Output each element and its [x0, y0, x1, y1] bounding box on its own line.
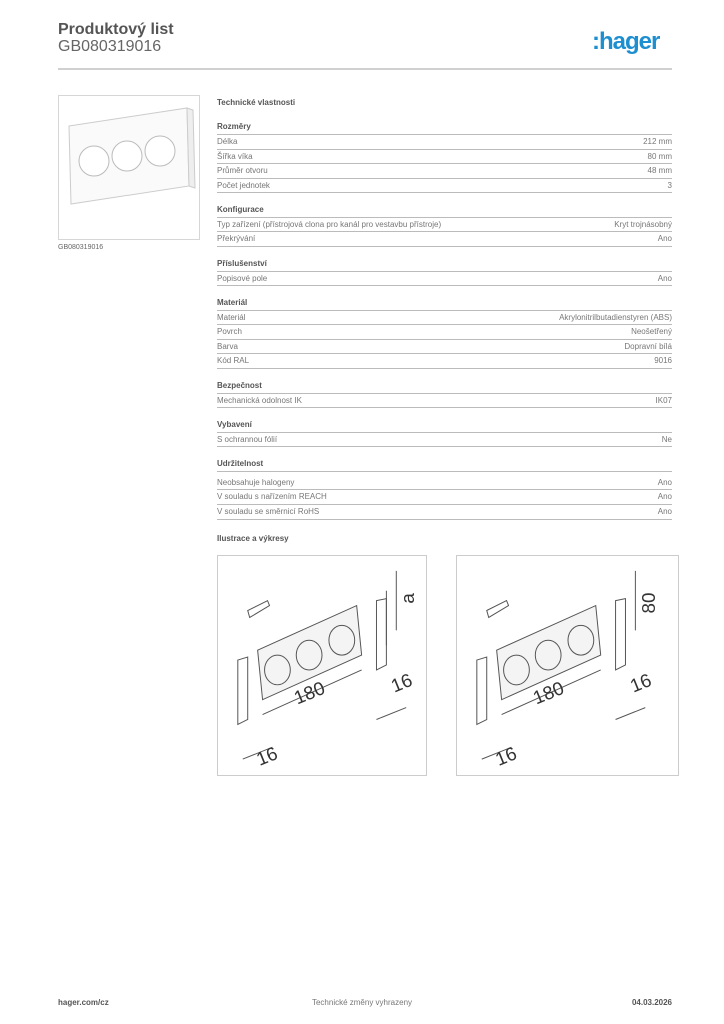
- spec-row: [217, 505, 672, 520]
- spec-row: [217, 164, 672, 179]
- spec-label: Překrývání: [217, 234, 256, 244]
- spec-label: Šířka víka: [217, 151, 253, 161]
- spec-row: [217, 135, 672, 150]
- spec-section: [217, 257, 672, 287]
- section-heading: Příslušenství: [217, 257, 672, 272]
- spec-row: [217, 179, 672, 194]
- dimension-height: a: [397, 593, 419, 604]
- spec-value: 3: [667, 180, 672, 190]
- specs-title: Technické vlastnosti: [217, 98, 296, 107]
- section-heading: Vybavení: [217, 418, 672, 433]
- spec-row: [217, 272, 672, 287]
- spec-label: Počet jednotek: [217, 180, 270, 190]
- page-title: Produktový list: [58, 21, 174, 38]
- spec-row: [217, 490, 672, 505]
- spec-row: [217, 232, 672, 247]
- hager-logo: :hager: [592, 28, 660, 55]
- dimension-length: 180: [529, 677, 567, 709]
- product-code: GB080319016: [58, 38, 162, 55]
- spec-label: Mechanická odolnost IK: [217, 395, 302, 405]
- spec-value: Ano: [657, 492, 672, 502]
- spec-section: [217, 418, 672, 448]
- spec-row: [217, 311, 672, 326]
- spec-section: [217, 296, 672, 369]
- illustrations-title: Ilustrace a výkresy: [217, 534, 289, 543]
- spec-section: [217, 457, 672, 520]
- spec-label: V souladu s nařízením REACH: [217, 492, 327, 502]
- spec-row: [217, 325, 672, 340]
- spec-value: 80 mm: [647, 151, 672, 161]
- technical-specs: [217, 96, 672, 529]
- spec-value: Neošetřený: [631, 327, 672, 337]
- spec-section: [217, 120, 672, 193]
- spec-value: IK07: [655, 395, 672, 405]
- product-image: [58, 95, 200, 240]
- dimension-side-right: 16: [387, 669, 416, 697]
- spec-row: [217, 433, 672, 448]
- drawing-2: [456, 555, 679, 776]
- spec-value: Ano: [657, 506, 672, 516]
- spec-value: Kryt trojnásobný: [614, 219, 672, 229]
- spec-label: Neobsahuje halogeny: [217, 477, 295, 487]
- spec-value: Ano: [657, 273, 672, 283]
- dimension-height: 80: [638, 592, 660, 614]
- spec-value: Akrylonitrilbutadienstyren (ABS): [559, 312, 672, 322]
- spec-value: Dopravní bílá: [624, 341, 672, 351]
- spec-value: 48 mm: [647, 166, 672, 176]
- spec-row: [217, 476, 672, 491]
- spec-label: Typ zařízení (přístrojová clona pro kanál pro vestavbu přístroje): [217, 219, 442, 229]
- spec-label: Průměr otvoru: [217, 166, 268, 176]
- spec-row: [217, 394, 672, 409]
- section-heading: Bezpečnost: [217, 379, 672, 394]
- spec-row: [217, 354, 672, 369]
- footer-note: Technické změny vyhrazeny: [311, 998, 413, 1007]
- spec-value: Ano: [657, 234, 672, 244]
- dimension-side-left: 16: [492, 742, 520, 770]
- spec-label: Povrch: [217, 327, 242, 337]
- footer-date: 04.03.2026: [631, 998, 672, 1007]
- spec-row: [217, 150, 672, 165]
- spec-label: Délka: [217, 137, 238, 146]
- product-caption: GB080319016: [58, 244, 104, 251]
- spec-label: Kód RAL: [217, 356, 250, 366]
- spec-label: Popisové pole: [217, 273, 268, 283]
- spec-label: S ochrannou fólií: [217, 434, 278, 444]
- dimension-side-right: 16: [627, 669, 655, 697]
- spec-section: [217, 203, 672, 247]
- spec-row: [217, 340, 672, 355]
- footer-website-link[interactable]: hager.com/cz: [58, 998, 109, 1007]
- section-heading: Materiál: [217, 296, 672, 311]
- section-heading: Rozměry: [217, 120, 672, 135]
- spec-value: 212 mm: [643, 137, 672, 146]
- spec-label: Materiál: [217, 312, 246, 322]
- dimension-side-left: 16: [253, 742, 281, 770]
- spec-value: Ne: [661, 434, 672, 444]
- spec-row: [217, 218, 672, 233]
- spec-value: Ano: [657, 477, 672, 487]
- section-heading: Konfigurace: [217, 203, 672, 218]
- spec-label: V souladu se směrnicí RoHS: [217, 506, 320, 516]
- section-heading: Udržitelnost: [217, 457, 672, 472]
- dimension-length: 180: [290, 677, 328, 709]
- spec-section: [217, 379, 672, 409]
- header-divider: [58, 68, 672, 70]
- spec-value: 9016: [654, 356, 672, 366]
- spec-label: Barva: [217, 341, 238, 351]
- drawing-1: [217, 555, 427, 776]
